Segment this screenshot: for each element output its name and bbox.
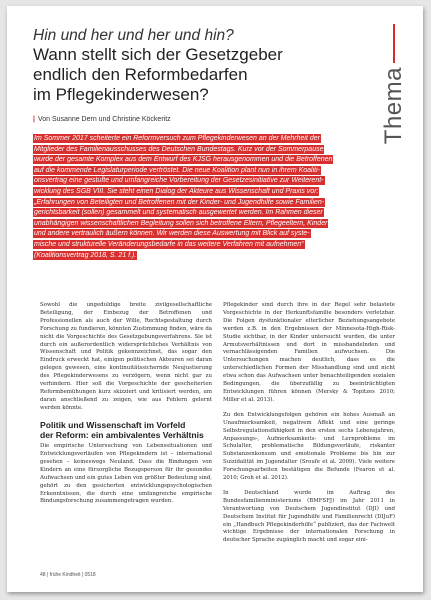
article-title-line: Wann stellt sich der Gesetzgeber: [33, 45, 283, 64]
intro-line: wicklung des SGB VIII. Sie steht einen Dialog der Akteure aus Wissenschaft und Praxis vor:: [34, 187, 319, 195]
section-heading: [40, 420, 212, 440]
article-title-line: im Pflegekinderwesen?: [33, 85, 209, 104]
intro-highlight: [33, 134, 397, 261]
intro-line: Im Sommer 2017 scheiterte ein Reformversuch zum Pflegekinderwesen an der Mehrheit der: [34, 135, 320, 142]
intro-line: (Koalitionsvertrag 2018, S. 21 f.).: [34, 251, 137, 259]
intro-line: onsvertrag eine gestufte und umfangreiche Vorbereitung der Gesetzesinitiative zur Weiterent-: [34, 177, 324, 185]
article-kicker: Hin und her und her und hin?: [33, 27, 234, 44]
authors: Von Susanne Dern und Christine Köckeritz: [37, 116, 171, 123]
intro-line: unabhängigen wissenschaftlichen Begleitung sollen sich betroffene Eltern, Pflegeeltern, Kinder: [34, 219, 328, 227]
section-label: [374, 24, 414, 144]
document-page: [7, 6, 423, 592]
body-paragraph: Sowohl die ungeduldige breite zivilgesellschaftliche Beteiligung, der Einbezug der Betroffenen und Professionellen als auch der Wille, Rechtsgestaltung durch Forschung zu fundieren, könnten Zustimmung finden, wäre da nicht die Vorgeschichte des Gesetzgebungsverfahrens. Sie ist durch ein außerordentlich widersprüchliches Verhältnis von Wissenschaft und Politik gekennzeichnet, das sogar den Eindruck erweckt hat, einigen politischen Akteuren sei daran gelegen gewesen, eine kontinuitätssichernde Neujustierung des Pflegekinderwesens zu verzögern, wenn nicht gar zu verhindern. Hier soll die Vorgeschichte der gescheiterten Reformbemühungen kurz skizziert und kritisiert werden, um daran anschließend zu zeigen, wie aus Fehlern gelernt werden könnte.: [40, 302, 212, 411]
intro-line: auf die kommende Legislaturperiode vertröstet. Die neue Koalition plant nun in ihrem Koaliti-: [34, 166, 320, 174]
authors-marker: |: [33, 116, 35, 123]
intro-line: Mitglieder des Familienausschusses des Deutschen Bundestags. Kurz vor der Sommerpause: [34, 145, 324, 153]
section-heading-line: der Reform: ein ambivalentes Verhältnis: [40, 429, 204, 440]
intro-line: „Erfahrungen von Beteiligten und Betroffenen mit der Kinder- und Jugendhilfe sowie Familien-: [34, 198, 325, 206]
intro-line: wurde der gesamte Komplex aus dem Entwurf des KJSG herausgenommen und die Betroffenen: [34, 156, 333, 164]
page-footer: 48 | frühe Kindheit | 0518: [40, 572, 96, 578]
article-title: [33, 45, 363, 105]
intro-line: gerichtsbarkeit (sollen) gesammelt und systematisch ausgewertet werden. Im Rahmen dieser: [34, 209, 323, 217]
section-label-rule: [393, 24, 395, 63]
body-paragraph: Zu den Entwicklungsfolgen gehören ein hohes Ausmaß an Unaufmerksamkeit, negativem Affekt und eine geringe Selbstregulationsfähigkeit in den ersten sechs Lebensjahren, Anpassungs-, Aufmerksamkeits- und Lernprobleme im Schulalter, problematische Bildungsverläufe, riskanter Substanzenkonsum und emotionale Probleme bis hin zur Suizidalität im Jugendalter (Sroufe et al. 2009). Viele weitere Forschungsarbeiten bestätigen die Befunde (Fearon et al. 2010; Groh et al. 2012).: [223, 411, 395, 482]
authors-line: [33, 115, 363, 124]
section-label-text: Thema: [380, 66, 407, 144]
intro-line: und andere vertraulich äußern können. Wir werden diese Auswertung mit Blick auf syste-: [34, 230, 310, 238]
section-heading-line: Politik und Wissenschaft im Vorfeld: [40, 419, 186, 430]
intro-line: mische und strukturelle Veränderungsbedarfe in das weitere Verfahren mit aufnehmen“: [34, 240, 304, 248]
body-column-left: [40, 302, 212, 506]
article-title-line: endlich den Reformbedarfen: [33, 65, 248, 84]
body-paragraph: Pflegekinder sind durch ihre in der Regel sehr belastete Vorgeschichte in der Herkunftsfamilie besonders verletzbar. Die Folgen dysfunktionaler elterlicher Beziehungsangebote werden z.B. in den Ergebnissen der Minnesota-High-Risk-Studie sichtbar, in der Kinder untersucht wurden, die unter Armutsverhältnissen und dort in misshandelnden und vernachlässigenden Familien aufwuchsen. Die Untersuchungen machen deutlich, dass es die unterschiedlichen Formen der Misshandlung sind und nicht etwa schon das Aufwachsen unter benachteiligenden sozialen Bedingungen, die überzufällig zu beeinträchtigten Entwicklungen führen können (Mersky & Topitzes 2010; Miller et al. 2013).: [223, 302, 395, 403]
body-paragraph: In Deutschland wurde im Auftrag des Bundesfamilienministeriums (BMFSFJ) im Jahr 2011 in Verantwortung von Deutschem Jugendinstitut (DJI) und Deutschem Institut für Jugendhilfe und Familienrecht (DIJuF) ein „Handbuch Pflegekinderhilfe“ publiziert, das der Fachwelt wichtige Ergebnisse der internationalen Forschung in deutscher Sprache zugänglich macht und sogar eini-: [223, 489, 395, 544]
body-paragraph: Die empirische Untersuchung von Lebenssituationen und Entwicklungsverläufen von Pflegekindern ist – international gesehen – keineswegs Neuland. Dass die Bindungen von Kindern an eine fürsorgliche Bezugsperson für ihr gesundes Aufwachsen und ein gutes Leben von größter Bedeutung sind, gehört zu den gesicherten entwicklungspsychologischen Erkenntnissen, die durch eine umfangreiche empirische Bindungsforschung zusammengetragen wurden.: [40, 443, 212, 505]
body-column-right: [223, 302, 395, 552]
title-block: [33, 26, 363, 124]
